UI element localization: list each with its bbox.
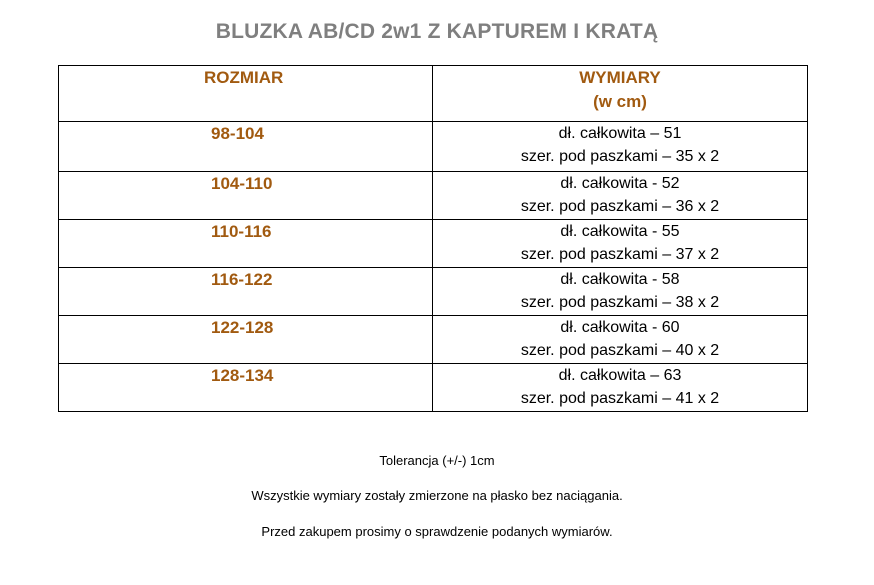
size-cell: 128-134 [59,364,433,412]
flat-measure-note: Wszystkie wymiary zostały zmierzone na płasko bez naciągania. [251,488,623,503]
header-measurements-label: WYMIARY [579,68,661,87]
page-title: BLUZKA AB/CD 2w1 Z KAPTUREM I KRATĄ [215,20,659,43]
measurement-cell [433,364,808,412]
table-row [59,268,808,316]
measurement-cell [433,122,808,172]
length-value: dł. całkowita – 51 [558,125,682,142]
width-value: szer. pod paszkami – 36 x 2 [520,198,720,215]
table-row [59,172,808,220]
width-value: szer. pod paszkami – 41 x 2 [520,390,720,407]
length-value: dł. całkowita - 60 [560,319,680,336]
table-row [59,316,808,364]
table-row [59,122,808,172]
size-cell: 110-116 [59,220,433,268]
tolerance-note: Tolerancja (+/-) 1cm [379,453,495,468]
width-value: szer. pod paszkami – 35 x 2 [520,148,720,165]
header-measurements [433,66,808,122]
table-row [59,220,808,268]
size-cell: 116-122 [59,268,433,316]
length-value: dł. całkowita – 63 [558,367,682,384]
size-cell: 98-104 [59,122,433,172]
check-before-note: Przed zakupem prosimy o sprawdzenie podanych wymiarów. [261,524,613,539]
size-table [58,65,808,412]
size-cell: 122-128 [59,316,433,364]
measurement-cell [433,172,808,220]
header-size [59,66,433,122]
header-measurements-unit: (w cm) [593,92,647,111]
width-value: szer. pod paszkami – 37 x 2 [520,246,720,263]
table-row [59,364,808,412]
width-value: szer. pod paszkami – 40 x 2 [520,342,720,359]
measurement-cell [433,316,808,364]
length-value: dł. całkowita - 58 [560,271,680,288]
table-header-row [59,66,808,122]
header-size-label: ROZMIAR [204,68,284,87]
length-value: dł. całkowita - 52 [560,175,680,192]
length-value: dł. całkowita - 55 [560,223,680,240]
width-value: szer. pod paszkami – 38 x 2 [520,294,720,311]
measurement-cell [433,220,808,268]
size-cell: 104-110 [59,172,433,220]
measurement-cell [433,268,808,316]
